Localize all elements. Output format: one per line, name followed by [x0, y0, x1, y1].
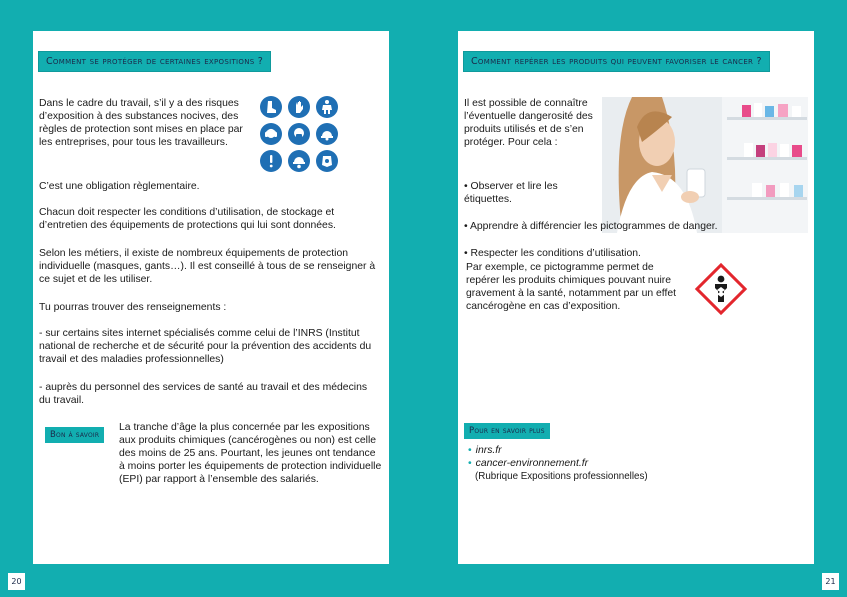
obligation-paragraph: C’est une obligation règlementaire. — [39, 181, 200, 192]
links-list — [468, 444, 648, 483]
page-number-left: 20 — [8, 573, 25, 590]
sites-paragraph: - sur certains sites internet spécialisés comme celui de l’INRS (Institut national de recherche et de sécurité pour la prévention des accidents du travail et des maladies professionnelles) — [39, 328, 372, 365]
left-page — [33, 31, 389, 564]
renseignements-paragraph: Tu pourras trouver des renseignements : — [39, 302, 227, 313]
exclamation-icon — [260, 150, 282, 172]
page-number-right: 21 — [822, 573, 839, 590]
pour-en-savoir-plus-badge: Pour en savoir plus — [464, 423, 550, 439]
bullet-apprendre: • Apprendre à différencier les pictogrammes de danger. — [464, 221, 718, 232]
ppe-icons-grid — [260, 96, 340, 172]
coverall-icon — [316, 96, 338, 118]
glove-icon — [288, 96, 310, 118]
right-intro-paragraph: Il est possible de connaître l’éventuelle dangerosité des produits utilisés et de s’en protéger. Pour cela : — [464, 98, 593, 148]
metiers-paragraph: Selon les métiers, il existe de nombreux équipements de protection individuelle (masques, gants…). Il est conseillé à tous de se renseigner à ce sujet et de les utiliser. — [39, 248, 376, 285]
boot-icon — [260, 96, 282, 118]
bon-a-savoir-badge: Bon à savoir — [45, 427, 104, 443]
helmet-icon — [316, 123, 338, 145]
link-cancer-environnement[interactable]: • cancer-environnement.fr — [468, 458, 589, 469]
face-shield-icon — [316, 150, 338, 172]
bon-a-savoir-text: La tranche d’âge la plus concernée par les expositions aux produits chimiques (cancérogènes ou non) est celle des moins de 25 ans. Pourtant, les jeunes ont tendance à moins porter les équipements de protection individuelle (EPI) par rapport à l’ensemble des salariés. — [119, 422, 382, 485]
personnel-paragraph: - auprès du personnel des services de santé au travail et des médecins du travail. — [39, 382, 368, 406]
left-section-title: Comment se protéger de certaines expositions ? — [39, 52, 270, 71]
bullet-observer: • Observer et lire les étiquettes. — [464, 181, 558, 205]
pharmacy-photo — [602, 97, 808, 233]
hard-hat-icon — [288, 150, 310, 172]
face-mask-icon — [288, 123, 310, 145]
intro-paragraph: Dans le cadre du travail, s’il y a des risques d’exposition à des substances nocives, des règles de protection sont mises en place par les entreprises, pour tous les travailleurs. — [39, 98, 243, 148]
ear-protection-icon — [260, 123, 282, 145]
exemple-paragraph: Par exemple, ce pictogramme permet de repérer les produits chimiques pouvant nuire gravement à la santé, notamment par un effet cancérogène en cas d’exposition. — [466, 262, 677, 312]
respect-paragraph: Chacun doit respecter les conditions d’utilisation, de stockage et d’entretien des équipements de protections qui lui sont données. — [39, 207, 336, 231]
link-inrs[interactable]: • inrs.fr — [468, 445, 502, 456]
bullet-respecter: • Respecter les conditions d’utilisation. — [464, 248, 641, 259]
link-note: (Rubrique Expositions professionnelles) — [475, 471, 648, 482]
health-hazard-icon — [694, 262, 748, 316]
right-page — [458, 31, 814, 564]
right-section-title: Comment repérer les produits qui peuvent favoriser le cancer ? — [464, 52, 769, 71]
